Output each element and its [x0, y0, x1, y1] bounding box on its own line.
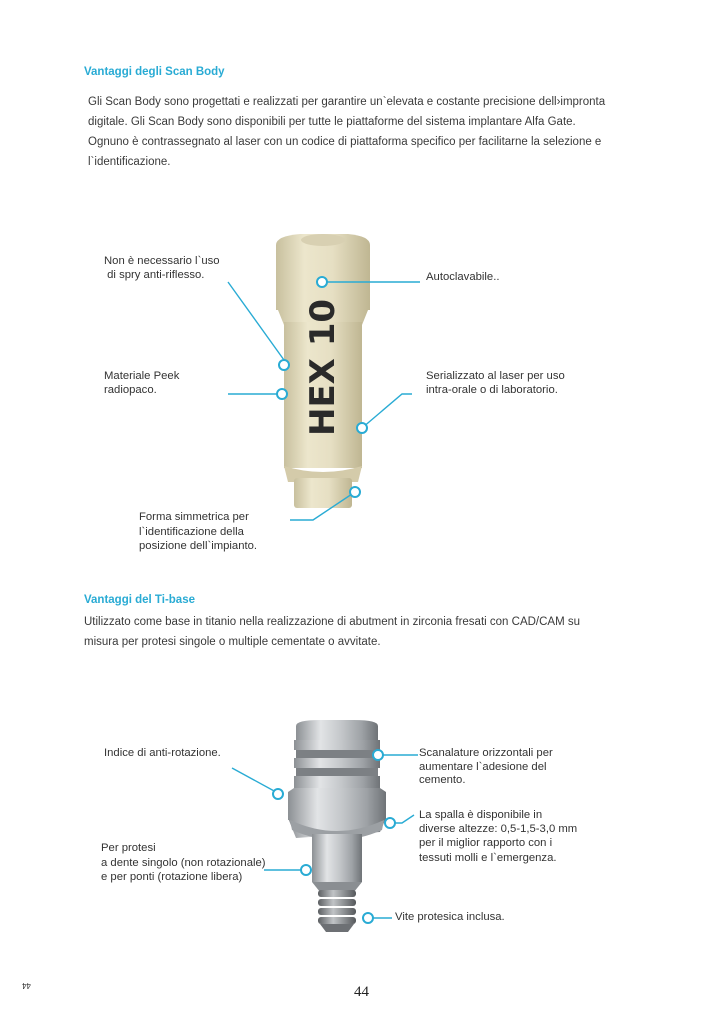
tibase-paragraph: [84, 612, 580, 652]
callout-line: di spry anti-riflesso.: [104, 268, 205, 281]
corner-mark: 44: [22, 981, 31, 990]
callout-dot: [363, 913, 373, 923]
callout-line: intra-orale o di laboratorio.: [426, 383, 558, 396]
callout-dot: [373, 750, 383, 760]
callout-dot: [385, 818, 395, 828]
callout-dot: [357, 423, 367, 433]
engraving-text: HEX 10: [303, 298, 343, 436]
callout-line: Serializzato al laser per uso: [426, 370, 565, 382]
callout-shape: [139, 510, 257, 554]
paragraph-line: Ognuno è contrassegnato al laser con un codice di piattaforma specifico per facilitarne la selezione e: [88, 136, 602, 148]
scan-body-heading: Vantaggi degli Scan Body: [84, 66, 225, 78]
callout-line: radiopaco.: [104, 383, 157, 396]
callout-anti-rotation: [104, 747, 221, 761]
callout-line: Vite protesica inclusa.: [395, 911, 505, 923]
callout-line: Autoclavabile..: [426, 271, 500, 283]
callout-line: l`identificazione della: [139, 525, 244, 538]
callout-line: Non è necessario l`uso: [104, 255, 220, 267]
callout-autoclave: [426, 271, 499, 285]
callout-shoulder: [419, 808, 577, 865]
callout-line: Materiale Peek: [104, 370, 180, 382]
callout-anti-reflex: [104, 255, 220, 282]
callout-dot: [301, 865, 311, 875]
paragraph-line: Utilizzato come base in titanio nella realizzazione di abutment in zirconia fresati con CAD/CAM su: [84, 616, 581, 628]
callout-line: Scanalature orizzontali per: [419, 747, 553, 759]
tibase-heading: Vantaggi del Ti-base: [84, 594, 195, 606]
callout-line: posizione dell`impianto.: [139, 540, 258, 552]
callout-line: Indice di anti-rotazione.: [104, 747, 221, 759]
callout-dot: [350, 487, 360, 497]
callout-grooves: [419, 747, 553, 788]
callout-dot: [277, 389, 287, 399]
callout-line: e per ponti (rotazione libera): [101, 871, 243, 883]
callout-line: per il miglior rapporto con i: [419, 837, 553, 850]
callout-screw: [395, 911, 505, 925]
callout-line: cemento.: [419, 774, 466, 786]
paragraph-line: digitale. Gli Scan Body sono disponibili per tutte le piattaforme del sistema implantare Alfa Gate.: [88, 116, 576, 128]
callout-line: Per protesi: [101, 842, 156, 854]
paragraph-line: Gli Scan Body sono progettati e realizzati per garantire un`elevata e costante precisione dell›impronta: [88, 96, 606, 108]
callout-prosthesis: [101, 841, 266, 885]
callout-laser: [426, 370, 565, 397]
callout-dot: [317, 277, 327, 287]
callout-line: a dente singolo (non rotazionale): [101, 856, 266, 869]
callout-line: aumentare l`adesione del: [419, 760, 547, 773]
paragraph-line: l`identificazione.: [88, 156, 171, 168]
ti-base-illustration: [288, 720, 386, 932]
callout-line: Forma simmetrica per: [139, 511, 249, 523]
paragraph-line: misura per protesi singole o multiple cementate o avvitate.: [84, 636, 381, 648]
callout-peek: [104, 370, 179, 397]
callout-dot: [273, 789, 283, 799]
callout-line: tessuti molli e l`emergenza.: [419, 851, 557, 864]
callout-dot: [279, 360, 289, 370]
callout-line: diverse altezze: 0,5-1,5-3,0 mm: [419, 823, 578, 836]
page-number: 44: [354, 984, 369, 1000]
callout-line: La spalla è disponibile in: [419, 809, 543, 821]
